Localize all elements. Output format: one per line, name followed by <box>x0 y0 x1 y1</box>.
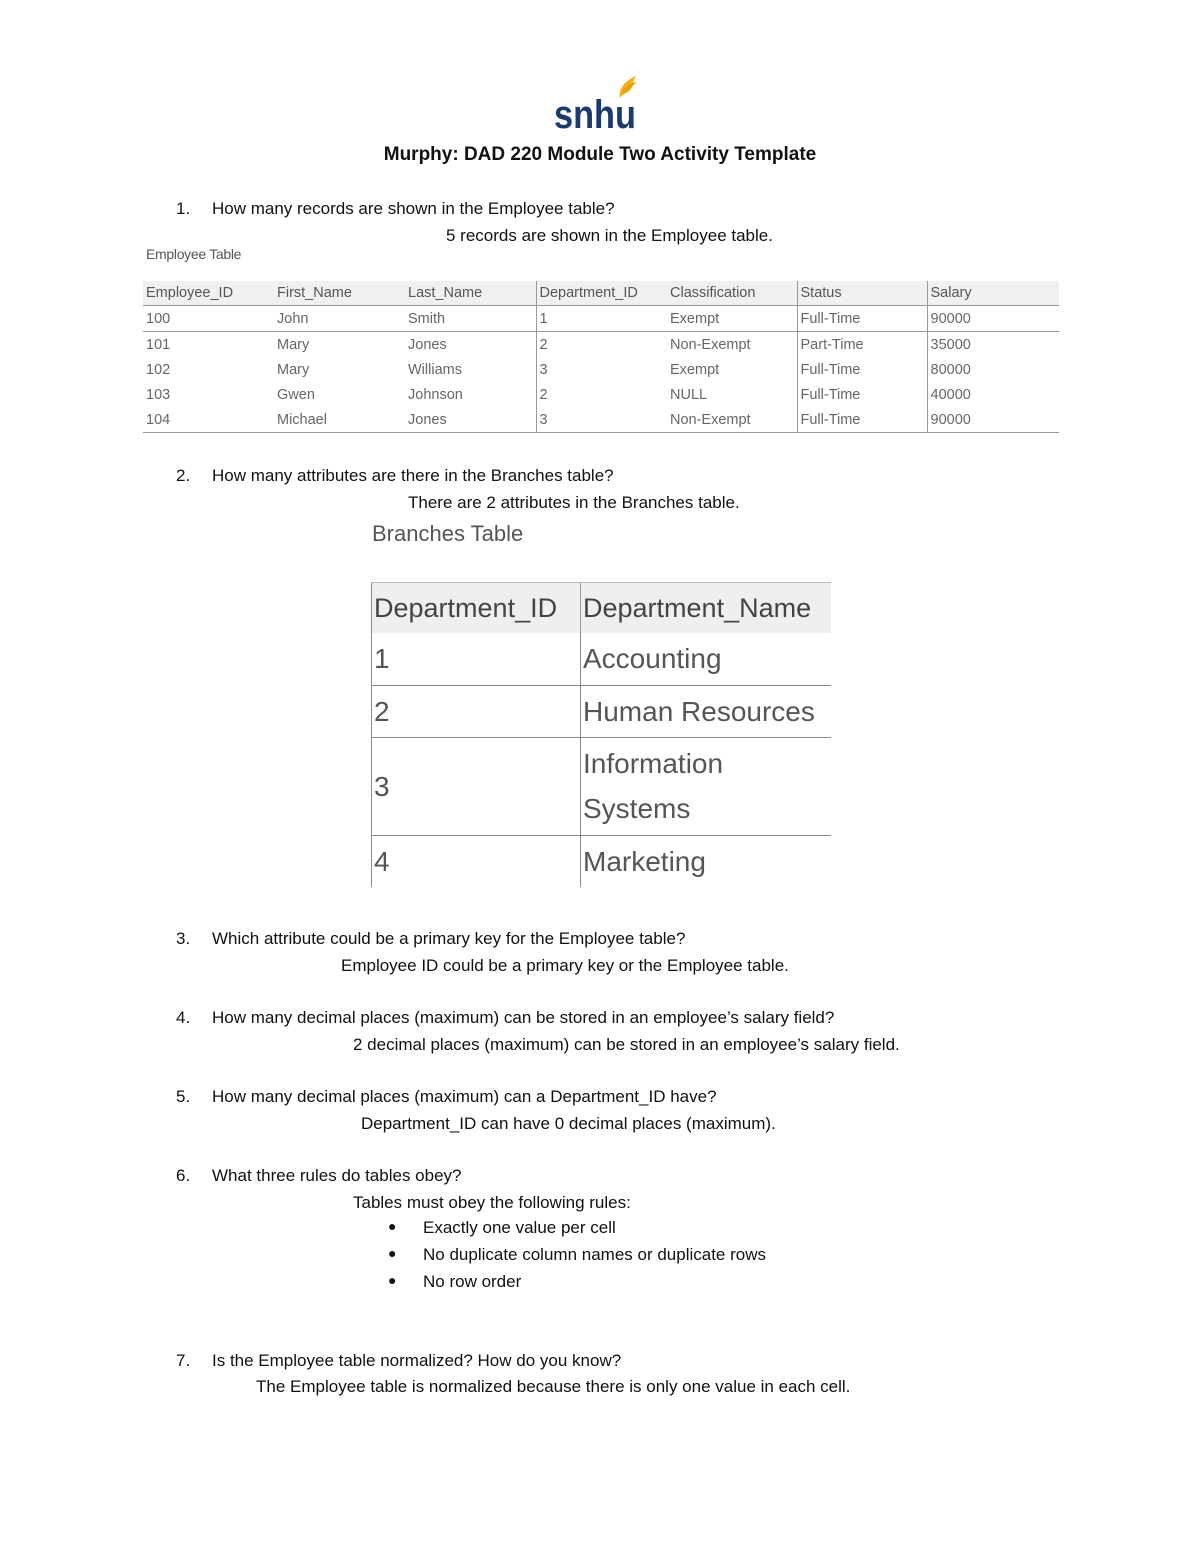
column-header: Department_ID <box>536 281 667 306</box>
column-header: Employee_ID <box>143 281 274 306</box>
answer-2: There are 2 attributes in the Branches table. <box>408 493 740 512</box>
question-1-text: How many records are shown in the Employee table? <box>212 199 615 218</box>
answer-3: Employee ID could be a primary key or the Employee table. <box>341 956 789 975</box>
column-header: Classification <box>667 281 797 306</box>
logo-text: snhu <box>554 93 636 134</box>
answer-5: Department_ID can have 0 decimal places (maximum). <box>361 1114 776 1133</box>
table-row: 100 John Smith 1 Exempt Full-Time 90000 <box>143 306 1059 332</box>
question-4: 4. How many decimal places (maximum) can be stored in an employee’s salary field? <box>176 1008 835 1027</box>
table-row: 102 Mary Williams 3 Exempt Full-Time 80000 <box>143 357 1059 382</box>
question-3: 3. Which attribute could be a primary key for the Employee table? <box>176 929 686 948</box>
table-row: 1 Accounting <box>372 633 832 685</box>
answer-4: 2 decimal places (maximum) can be stored in an employee’s salary field. <box>353 1035 900 1054</box>
question-7: 7. Is the Employee table normalized? How do you know? <box>176 1351 622 1370</box>
column-header: Department_ID <box>372 583 581 634</box>
employee-table-caption: Employee Table <box>146 246 242 262</box>
bullet-icon: ● <box>388 1218 397 1234</box>
document-title: Murphy: DAD 220 Module Two Activity Template <box>383 144 817 165</box>
question-1: 1. How many records are shown in the Employee table? <box>176 199 615 218</box>
column-header: Last_Name <box>405 281 536 306</box>
list-item: ● No row order <box>388 1272 522 1291</box>
table-row: 3 Information Systems <box>372 737 832 835</box>
bullet-icon: ● <box>388 1272 397 1288</box>
table-header-row <box>143 281 1059 306</box>
table-row: 2 Human Resources <box>372 685 832 737</box>
question-5: 5. How many decimal places (maximum) can a Department_ID have? <box>176 1087 717 1106</box>
table-row: 101 Mary Jones 2 Non-Exempt Part-Time 35000 <box>143 332 1059 358</box>
employee-table <box>143 281 1059 433</box>
question-2-text: How many attributes are there in the Branches table? <box>212 466 614 485</box>
answer-6: Tables must obey the following rules: <box>353 1193 631 1212</box>
branches-table-caption: Branches Table <box>372 521 524 546</box>
question-3-text: Which attribute could be a primary key for the Employee table? <box>212 929 686 948</box>
column-header: First_Name <box>274 281 405 306</box>
bullet-icon: ● <box>388 1245 397 1261</box>
question-4-text: How many decimal places (maximum) can be stored in an employee’s salary field? <box>212 1008 835 1027</box>
question-2: 2. How many attributes are there in the Branches table? <box>176 466 614 485</box>
table-row: 103 Gwen Johnson 2 NULL Full-Time 40000 <box>143 382 1059 407</box>
snhu-logo <box>552 74 644 134</box>
table-row: 4 Marketing <box>372 835 832 887</box>
question-7-text: Is the Employee table normalized? How do you know? <box>212 1351 622 1370</box>
answer-1: 5 records are shown in the Employee table. <box>446 226 773 245</box>
rules-list <box>388 1218 766 1299</box>
column-header: Status <box>797 281 927 306</box>
question-6-text: What three rules do tables obey? <box>212 1166 462 1185</box>
table-row: 104 Michael Jones 3 Non-Exempt Full-Time 90000 <box>143 407 1059 433</box>
column-header: Department_Name <box>581 583 832 634</box>
answer-7: The Employee table is normalized because there is only one value in each cell. <box>256 1377 851 1396</box>
question-6: 6. What three rules do tables obey? <box>176 1166 462 1185</box>
branches-table <box>371 582 831 887</box>
column-header: Salary <box>927 281 1059 306</box>
list-item: ● No duplicate column names or duplicate rows <box>388 1245 767 1264</box>
list-item: ● Exactly one value per cell <box>388 1218 616 1237</box>
table-header-row <box>372 583 832 634</box>
question-5-text: How many decimal places (maximum) can a Department_ID have? <box>212 1087 717 1106</box>
